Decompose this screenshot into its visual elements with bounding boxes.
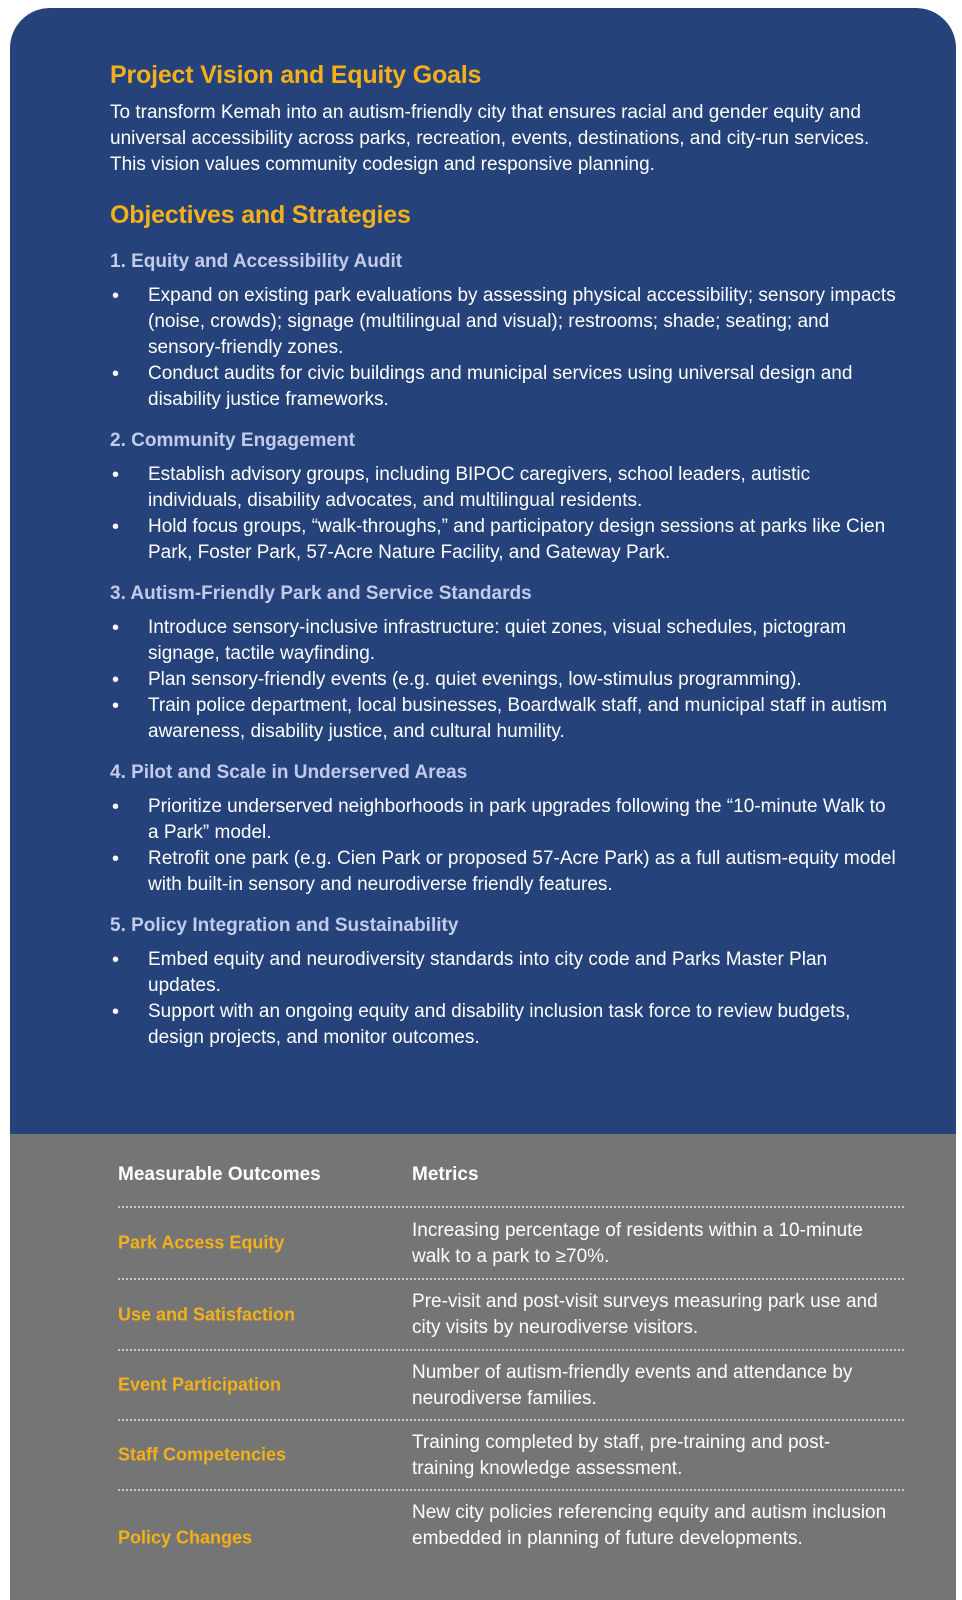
- bullet-item: • Retrofit one park (e.g. Cien Park or proposed 57-Acre Park) as a full autism-equity model with built-in sensory and neurodiverse friendly features.: [110, 846, 900, 898]
- objective-bullets: [110, 794, 900, 898]
- bullet-item: • Expand on existing park evaluations by assessing physical accessibility; sensory impacts (noise, crowds); signage (multilingual and visual); restrooms; shade; seating; and sensory-friendly zones.: [110, 283, 900, 361]
- column-header-metrics: Metrics: [412, 1164, 479, 1185]
- bullet-item: • Hold focus groups, “walk-throughs,” and participatory design sessions at parks like Cien Park, Foster Park, 57-Acre Nature Facility, and Gateway Park.: [110, 514, 900, 566]
- outcome-label: Staff Competencies: [118, 1444, 287, 1465]
- objective-title: 1. Equity and Accessibility Audit: [110, 251, 403, 272]
- objective-bullets: [110, 947, 900, 1051]
- outcome-metric: Pre-visit and post-visit surveys measuring park use and city visits by neurodiverse visitors.: [412, 1291, 878, 1338]
- outcome-metric: New city policies referencing equity and autism inclusion embedded in planning of future developments.: [412, 1502, 887, 1549]
- column-header-outcomes: Measurable Outcomes: [118, 1164, 321, 1185]
- objective-bullets: [110, 462, 900, 566]
- bullet-item: • Embed equity and neurodiversity standards into city code and Parks Master Plan updates.: [110, 947, 900, 999]
- objective-3: [110, 582, 900, 745]
- objective-2: [110, 429, 900, 566]
- bullet-item: • Plan sensory-friendly events (e.g. quiet evenings, low-stimulus programming).: [110, 667, 900, 693]
- objective-title: 3. Autism-Friendly Park and Service Standards: [110, 583, 532, 604]
- outcomes-table: [118, 1134, 904, 1585]
- outcomes-panel: [10, 1134, 956, 1600]
- table-row: [118, 1349, 904, 1419]
- bullet-item: • Establish advisory groups, including BIPOC caregivers, school leaders, autistic individuals, disability advocates, and multilingual residents.: [110, 462, 900, 514]
- table-row: [118, 1206, 904, 1278]
- objective-title: 4. Pilot and Scale in Underserved Areas: [110, 762, 468, 783]
- outcome-metric: Number of autism-friendly events and attendance by neurodiverse families.: [412, 1362, 853, 1409]
- objective-title: 5. Policy Integration and Sustainability: [110, 915, 459, 936]
- outcome-label: Park Access Equity: [118, 1232, 285, 1253]
- bullet-item: • Conduct audits for civic buildings and municipal services using universal design and disability justice frameworks.: [110, 361, 900, 413]
- objective-bullets: [110, 615, 900, 745]
- outcome-metric: Training completed by staff, pre-training and post-training knowledge assessment.: [412, 1432, 831, 1479]
- table-row: [118, 1278, 904, 1349]
- outcome-label: Event Participation: [118, 1374, 282, 1395]
- vision-heading: Project Vision and Equity Goals: [110, 61, 482, 89]
- vision-text: To transform Kemah into an autism-friendly city that ensures racial and gender equity and universal accessibility across parks, recreation, events, destinations, and city-run services. This vision values community codesign and responsive planning.: [110, 102, 870, 175]
- table-header: [118, 1134, 904, 1206]
- objective-5: [110, 914, 900, 1051]
- objective-4: [110, 761, 900, 898]
- objectives-heading: Objectives and Strategies: [110, 201, 411, 229]
- outcome-metric: Increasing percentage of residents within a 10-minute walk to a park to ≥70%.: [412, 1220, 863, 1267]
- bullet-item: • Support with an ongoing equity and disability inclusion task force to review budgets, design projects, and monitor outcomes.: [110, 999, 900, 1051]
- vision-objectives-panel: [10, 8, 956, 1134]
- objective-bullets: [110, 283, 900, 413]
- document-card: [10, 8, 956, 1600]
- bullet-item: • Prioritize underserved neighborhoods in park upgrades following the “10-minute Walk to a Park” model.: [110, 794, 900, 846]
- objective-title: 2. Community Engagement: [110, 430, 355, 451]
- table-row: [118, 1489, 904, 1585]
- table-row: [118, 1419, 904, 1489]
- panel-content: [110, 8, 900, 1051]
- outcome-label: Use and Satisfaction: [118, 1304, 296, 1324]
- bullet-item: • Introduce sensory-inclusive infrastructure: quiet zones, visual schedules, pictogram signage, tactile wayfinding.: [110, 615, 900, 667]
- outcome-label: Policy Changes: [118, 1527, 253, 1548]
- objective-1: [110, 250, 900, 413]
- bullet-item: • Train police department, local businesses, Boardwalk staff, and municipal staff in autism awareness, disability justice, and cultural humility.: [110, 693, 900, 745]
